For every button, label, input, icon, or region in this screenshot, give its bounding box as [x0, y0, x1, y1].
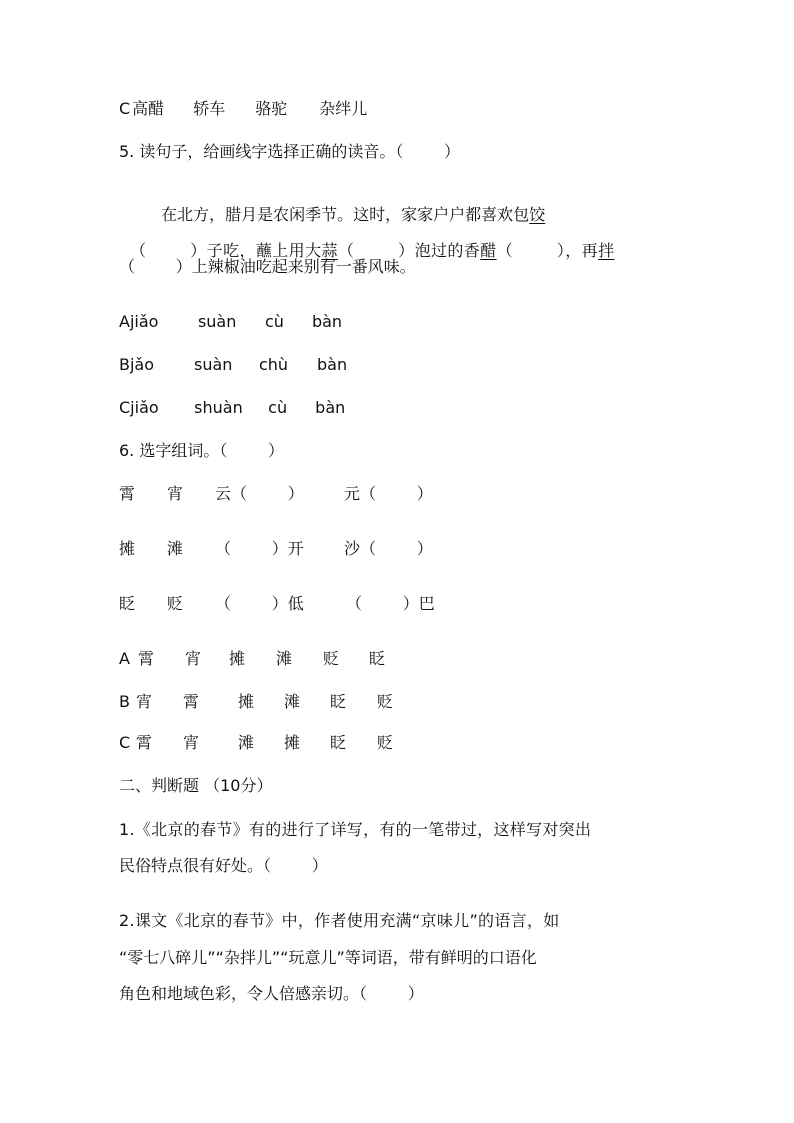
char-choice: 摊 — [119, 539, 136, 558]
q5-option-b — [119, 355, 347, 375]
option-item: 霄 — [136, 733, 153, 752]
judge-q2-line-2: “零七八碎儿”“杂拌儿”“玩意儿”等词语，带有鲜明的口语化 — [119, 948, 537, 967]
pinyin: suàn — [197, 312, 237, 331]
pinyin: bàn — [311, 312, 343, 331]
q4-option-c — [119, 99, 367, 119]
pinyin: bàn — [316, 355, 348, 374]
word-blank: 沙（ ） — [344, 539, 433, 558]
q6-option-c — [119, 733, 393, 753]
pinyin: suàn — [193, 355, 233, 374]
underlined-char: 醋 — [480, 241, 497, 260]
underlined-char: 蒜 — [321, 241, 338, 260]
option-item: 骆驼 — [255, 99, 288, 118]
word-blank: 云（ ） — [215, 484, 304, 503]
option-item: 眨 — [369, 649, 386, 668]
option-item: 霄 — [183, 692, 200, 711]
option-item: 滩 — [284, 692, 301, 711]
option-item: 宵 — [136, 692, 153, 711]
section-heading: 二、判断题 （10分） — [119, 776, 273, 795]
option-letter: C — [119, 398, 131, 417]
char-choice: 眨 — [119, 594, 136, 613]
pinyin: bàn — [315, 398, 346, 417]
q6-option-a — [119, 649, 385, 669]
pinyin: jǎo — [129, 355, 155, 374]
word-blank: （ ）巴 — [346, 594, 435, 613]
option-letter: C — [119, 99, 131, 118]
option-letter: A — [119, 649, 130, 668]
option-item: 眨 — [330, 692, 347, 711]
q5-passage-line-2 — [119, 221, 615, 261]
passage-text: （ ）泡过的香 — [337, 241, 481, 260]
passage-text: （ ），再 — [496, 241, 599, 260]
option-item: 滩 — [276, 649, 293, 668]
char-choice: 滩 — [167, 539, 184, 558]
pinyin: cù — [264, 312, 284, 331]
option-item: 杂绊儿 — [319, 99, 368, 118]
char-choice: 宵 — [167, 484, 184, 503]
pinyin: shuàn — [194, 398, 243, 417]
passage-text: 在北方，腊月是农闲季节。这时，家家户户都喜欢包 — [161, 205, 530, 224]
option-letter: B — [119, 692, 130, 711]
judge-q1-line-2: 民俗特点很有好处。（ ） — [119, 856, 328, 875]
word-blank: （ ）开 — [215, 539, 304, 558]
q6-option-b — [119, 692, 393, 712]
option-item: 高醋 — [132, 99, 165, 118]
underlined-char: 拌 — [598, 241, 615, 260]
pinyin: chù — [258, 355, 289, 374]
q6-title: 6. 选字组词。（ ） — [119, 441, 285, 460]
option-letter: B — [119, 355, 130, 374]
word-blank: 元（ ） — [344, 484, 433, 503]
underlined-char: 饺 — [529, 205, 546, 224]
judge-q1-line-1: 1.《北京的春节》有的进行了详写，有的一笔带过，这样写对突出 — [119, 820, 592, 839]
option-item: 宵 — [183, 733, 200, 752]
q5-option-c — [119, 398, 345, 418]
q5-option-a — [119, 312, 342, 332]
option-letter: A — [119, 312, 130, 331]
judge-q2-line-1: 2.课文《北京的春节》中，作者使用充满“京味儿”的语言，如 — [119, 911, 560, 930]
char-choice: 霄 — [119, 484, 136, 503]
pinyin: cù — [268, 398, 288, 417]
option-item: 轿车 — [193, 99, 226, 118]
option-letter: C — [119, 733, 131, 752]
word-blank: （ ）低 — [215, 594, 304, 613]
option-item: 摊 — [229, 649, 246, 668]
q5-title: 5. 读句子，给画线字选择正确的读音。（ ） — [119, 142, 461, 161]
pinyin: jiǎo — [130, 398, 159, 417]
option-item: 滩 — [238, 733, 255, 752]
option-item: 摊 — [284, 733, 301, 752]
char-choice: 贬 — [167, 594, 184, 613]
option-item: 宵 — [185, 649, 202, 668]
pinyin: jiǎo — [129, 312, 159, 331]
passage-text: （ ）子吃，蘸上用大 — [129, 241, 322, 260]
option-item: 贬 — [377, 692, 394, 711]
option-item: 霄 — [138, 649, 155, 668]
option-item: 摊 — [238, 692, 255, 711]
option-item: 贬 — [377, 733, 394, 752]
q5-passage-line-3: （ ）上辣椒油吃起来别有一番风味。 — [119, 257, 416, 276]
option-item: 眨 — [330, 733, 347, 752]
judge-q2-line-3: 角色和地域色彩，令人倍感亲切。（ ） — [119, 984, 424, 1003]
q5-passage-line-1 — [151, 185, 545, 225]
option-item: 贬 — [323, 649, 340, 668]
